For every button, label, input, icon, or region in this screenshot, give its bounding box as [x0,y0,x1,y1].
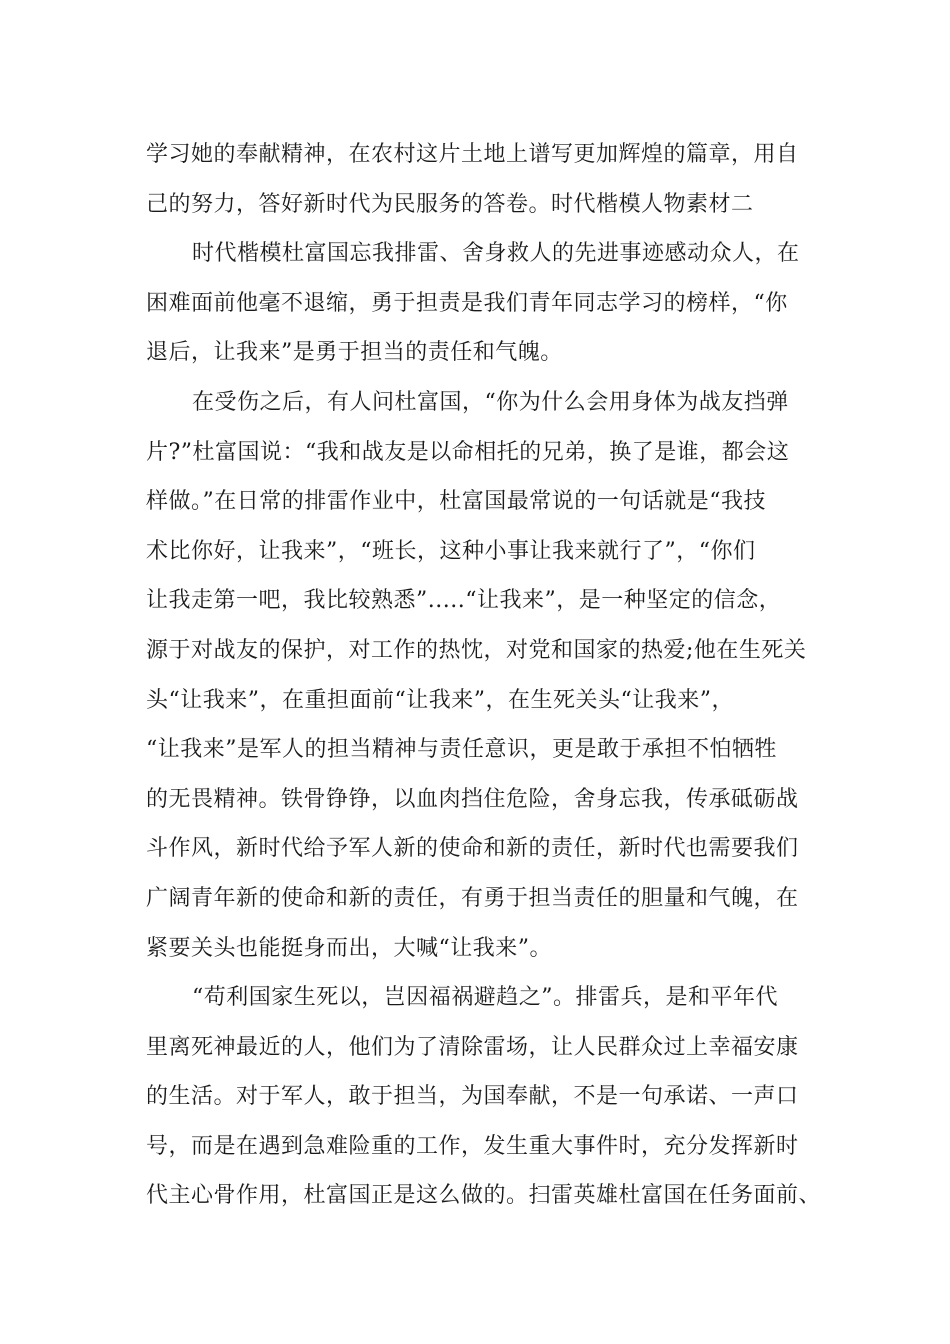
text-line: 的无畏精神。铁骨铮铮，以血肉挡住危险，舍身忘我，传承砥砺战 [146,786,799,812]
text-line: 里离死神最近的人，他们为了清除雷场，让人民群众过上幸福安康 [146,1034,799,1060]
paragraph-start-line: 时代楷模杜富国忘我排雷、舍身救人的先进事迹感动众人，在 [192,241,800,267]
text-line: 己的努力，答好新时代为民服务的答卷。时代楷模人物素材二 [146,191,754,217]
text-line: 困难面前他毫不退缩，勇于担责是我们青年同志学习的榜样，“你 [146,290,788,316]
paragraph-start-line: 在受伤之后，有人问杜富国，“你为什么会用身体为战友挡弹 [192,389,789,415]
text-line: 术比你好，让我来”，“班长，这种小事让我来就行了”，“你们 [146,538,756,564]
text-line: 源于对战友的保护，对工作的热忱，对党和国家的热爱;他在生死关 [146,637,807,663]
text-line: 让我走第一吧，我比较熟悉”.....“让我来”，是一种坚定的信念， [146,588,782,614]
body-text [146,130,836,1221]
text-line: 广阔青年新的使命和新的责任，有勇于担当责任的胆量和气魄，在 [146,885,799,911]
text-line: 头“让我来”，在重担面前“让我来”，在生死关头“让我来”， [146,687,734,713]
text-line: 退后，让我来”是勇于担当的责任和气魄。 [146,340,563,366]
paragraph-start-line: “苟利国家生死以，岂因福祸避趋之”。排雷兵，是和平年代 [192,985,778,1011]
text-line: “让我来”是军人的担当精神与责任意识，更是敢于承担不怕牺牲 [146,737,777,763]
text-line: 代主心骨作用，杜富国正是这么做的。扫雷英雄杜富国在任务面前、 [146,1183,822,1209]
text-line: 片?”杜富国说：“我和战友是以命相托的兄弟，换了是谁，都会这 [146,439,790,465]
text-line: 紧要关头也能挺身而出，大喊“让我来”。 [146,935,552,961]
text-line: 斗作风，新时代给予军人新的使命和新的责任，新时代也需要我们 [146,836,799,862]
text-line: 的生活。对于军人，敢于担当，为国奉献，不是一句承诺、一声口 [146,1084,799,1110]
text-line: 样做。”在日常的排雷作业中，杜富国最常说的一句话就是“我技 [146,489,766,515]
text-line: 学习她的奉献精神，在农村这片土地上谱写更加辉煌的篇章，用自 [146,142,799,167]
text-line: 号，而是在遇到急难险重的工作，发生重大事件时，充分发挥新时 [146,1133,799,1159]
